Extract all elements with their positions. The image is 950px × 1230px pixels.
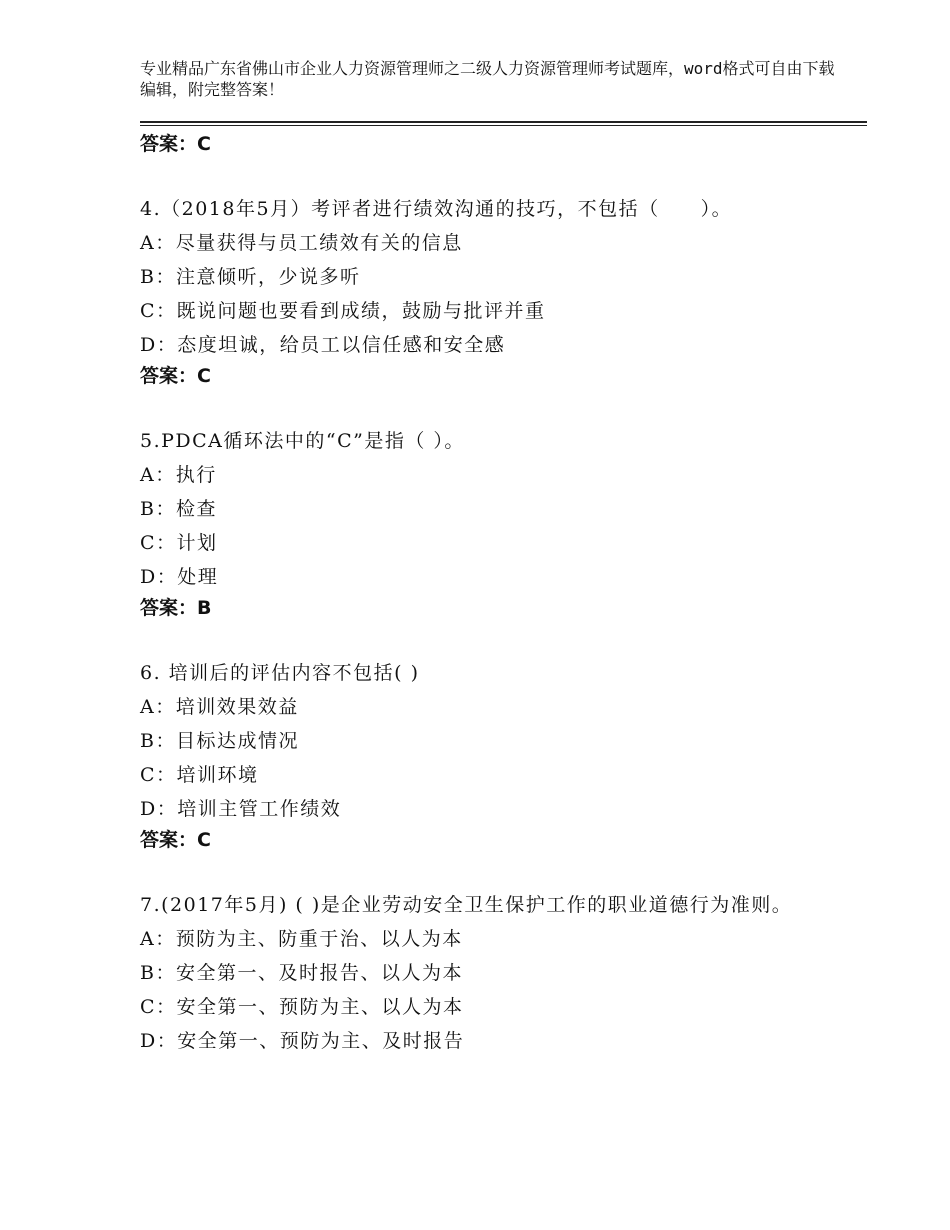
option-b: B：注意倾听，少说多听 [140, 266, 361, 288]
option-a: A：培训效果效益 [140, 696, 299, 718]
option-a: A：预防为主、防重于治、以人为本 [140, 928, 463, 950]
option-d: D：态度坦诚，给员工以信任感和安全感 [140, 334, 506, 356]
question-title: 6. 培训后的评估内容不包括( ) [140, 662, 420, 684]
question-title: 4.（2018年5月）考评者进行绩效沟通的技巧，不包括（ ）。 [140, 198, 733, 220]
option-d: D：处理 [140, 566, 219, 588]
option-b: B：安全第一、及时报告、以人为本 [140, 962, 463, 984]
option-a: A：执行 [140, 464, 217, 486]
question-5 [140, 424, 840, 622]
option-c: C：培训环境 [140, 764, 259, 786]
answer-line: 答案：C [140, 829, 211, 851]
header-divider-thick [140, 121, 867, 123]
option-a: A：尽量获得与员工绩效有关的信息 [140, 232, 463, 254]
question-title: 5.PDCA循环法中的“C”是指（ ）。 [140, 430, 465, 452]
question-list [140, 130, 840, 1058]
option-b: B：目标达成情况 [140, 730, 299, 752]
answer-line: 答案：B [140, 597, 212, 619]
answer-line: 答案：C [140, 133, 211, 155]
answer-line: 答案：C [140, 365, 211, 387]
option-b: B：检查 [140, 498, 217, 520]
option-c: C：既说问题也要看到成绩，鼓励与批评并重 [140, 300, 546, 322]
question-4 [140, 192, 840, 390]
header-divider-thin [140, 125, 867, 126]
document-header [140, 58, 840, 100]
question-7 [140, 888, 840, 1058]
option-c: C：安全第一、预防为主、以人为本 [140, 996, 464, 1018]
option-d: D：安全第一、预防为主、及时报告 [140, 1030, 465, 1052]
option-c: C：计划 [140, 532, 218, 554]
question-6 [140, 656, 840, 854]
question-title: 7.(2017年5月) ( )是企业劳动安全卫生保护工作的职业道德行为准则。 [140, 894, 793, 916]
option-d: D：培训主管工作绩效 [140, 798, 342, 820]
header-title: 专业精品广东省佛山市企业人力资源管理师之二级人力资源管理师考试题库，word格式可自由下载编辑，附完整答案！ [140, 59, 835, 99]
